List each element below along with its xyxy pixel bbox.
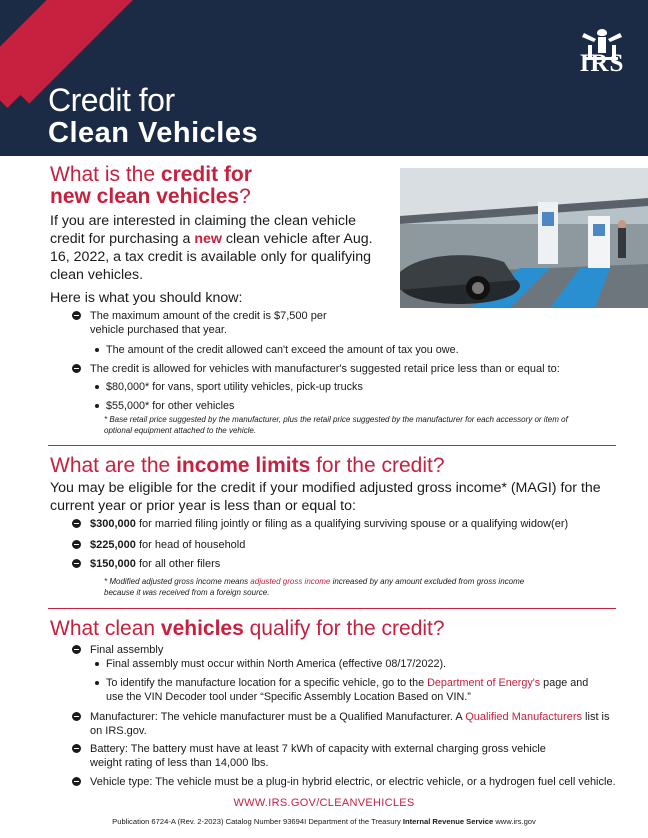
- income-limit-joint: $300,000 for married filing jointly or filing as a qualifying surviving spouse or a qualifying widow(er): [90, 517, 620, 531]
- bullet-msrp: The credit is allowed for vehicles with manufacturer's suggested retail price less than or equal to:: [90, 362, 620, 376]
- irs-logo-text: IRS: [579, 50, 625, 77]
- subbullet-dot-icon: [95, 681, 99, 685]
- income-limit-other: $150,000 for all other filers: [90, 557, 620, 571]
- doe-link[interactable]: Department of Energy's: [427, 677, 541, 689]
- subbullet-55000: $55,000* for other vehicles: [106, 399, 606, 413]
- subbullet-dot-icon: [95, 385, 99, 389]
- bullet-dot-icon: [72, 311, 81, 320]
- section1-heading: What is the credit for new clean vehicles?: [50, 163, 252, 208]
- header-banner: [0, 0, 648, 156]
- bullet-dot-icon: [72, 645, 81, 654]
- vehicle-charging-photo: [400, 168, 648, 308]
- bullet-dot-icon: [72, 364, 81, 373]
- subbullet-tax-limit: The amount of the credit allowed can't exceed the amount of tax you owe.: [106, 343, 606, 357]
- subbullet-dot-icon: [95, 404, 99, 408]
- title-line-1: Credit for: [48, 82, 175, 118]
- income-limit-head-of-household: $225,000 for head of household: [90, 538, 620, 552]
- subbullet-dot-icon: [95, 662, 99, 666]
- section2-intro: You may be eligible for the credit if your modified adjusted gross income* (MAGI) for the current year or prior year is less than or equal to:: [50, 480, 601, 514]
- subbullet-80000: $80,000* for vans, sport utility vehicles, pick-up trucks: [106, 380, 606, 394]
- qualified-manufacturers-link[interactable]: Qualified Manufacturers: [465, 711, 582, 723]
- section2-heading: What are the income limits for the credit?: [50, 454, 445, 477]
- section-divider: [48, 445, 616, 446]
- know-label: Here is what you should know:: [50, 290, 243, 306]
- footer-url-link[interactable]: WWW.IRS.GOV/CLEANVEHICLES: [233, 797, 415, 809]
- subbullet-dot-icon: [95, 348, 99, 352]
- section1-footnote: * Base retail price suggested by the manufacturer, plus the retail price suggested by the manufacturer for each accessory or item of optional equipment attached to the vehicle.: [104, 415, 568, 435]
- battery-item: Battery: The battery must have at least 7 kWh of capacity with external charging gross vehicle weight rating of less than 14,000 lbs.: [90, 742, 570, 770]
- section1-intro: If you are interested in claiming the clean vehicle credit for purchasing a new clean vehicle after Aug. 16, 2022, a tax credit is available only for qualifying clean vehicles.: [50, 213, 373, 283]
- bullet-dot-icon: [72, 777, 81, 786]
- photo-illustration: [400, 168, 648, 308]
- bullet-dot-icon: [72, 519, 81, 528]
- bullet-dot-icon: [72, 744, 81, 753]
- vehicle-type-item: Vehicle type: The vehicle must be a plug-in hybrid electric, or electric vehicle, or a hydrogen fuel cell vehicle.: [90, 775, 630, 789]
- section3-heading: What clean vehicles qualify for the credit?: [50, 617, 445, 640]
- final-assembly-item: Final assembly: [90, 643, 590, 657]
- publication-info: Publication 6724-A (Rev. 2-2023) Catalog Number 93694I Department of the Treasury Internal Revenue Service www.irs.gov: [112, 817, 536, 826]
- section2-footnote: * Modified adjusted gross income means adjusted gross income increased by any amount excluded from gross income because it was received from a foreign source.: [104, 577, 525, 597]
- bullet-dot-icon: [72, 559, 81, 568]
- title-line-2: Clean Vehicles: [48, 117, 259, 149]
- manufacturer-item: Manufacturer: The vehicle manufacturer must be a Qualified Manufacturer. A Qualified Manufacturers list is on IRS.gov.: [90, 710, 620, 738]
- bullet-dot-icon: [72, 540, 81, 549]
- agi-link[interactable]: adjusted gross income: [250, 577, 331, 586]
- bullet-max-credit: The maximum amount of the credit is $7,500 per vehicle purchased that year.: [90, 309, 330, 337]
- subbullet-vin-decoder: To identify the manufacture location for a specific vehicle, go to the Department of Energy's page and use the VIN Decoder tool under “Specific Assembly Location Based on VIN.”: [106, 676, 606, 704]
- section-divider: [48, 608, 616, 609]
- subbullet-north-america: Final assembly must occur within North America (effective 08/17/2022).: [106, 657, 606, 671]
- bullet-dot-icon: [72, 712, 81, 721]
